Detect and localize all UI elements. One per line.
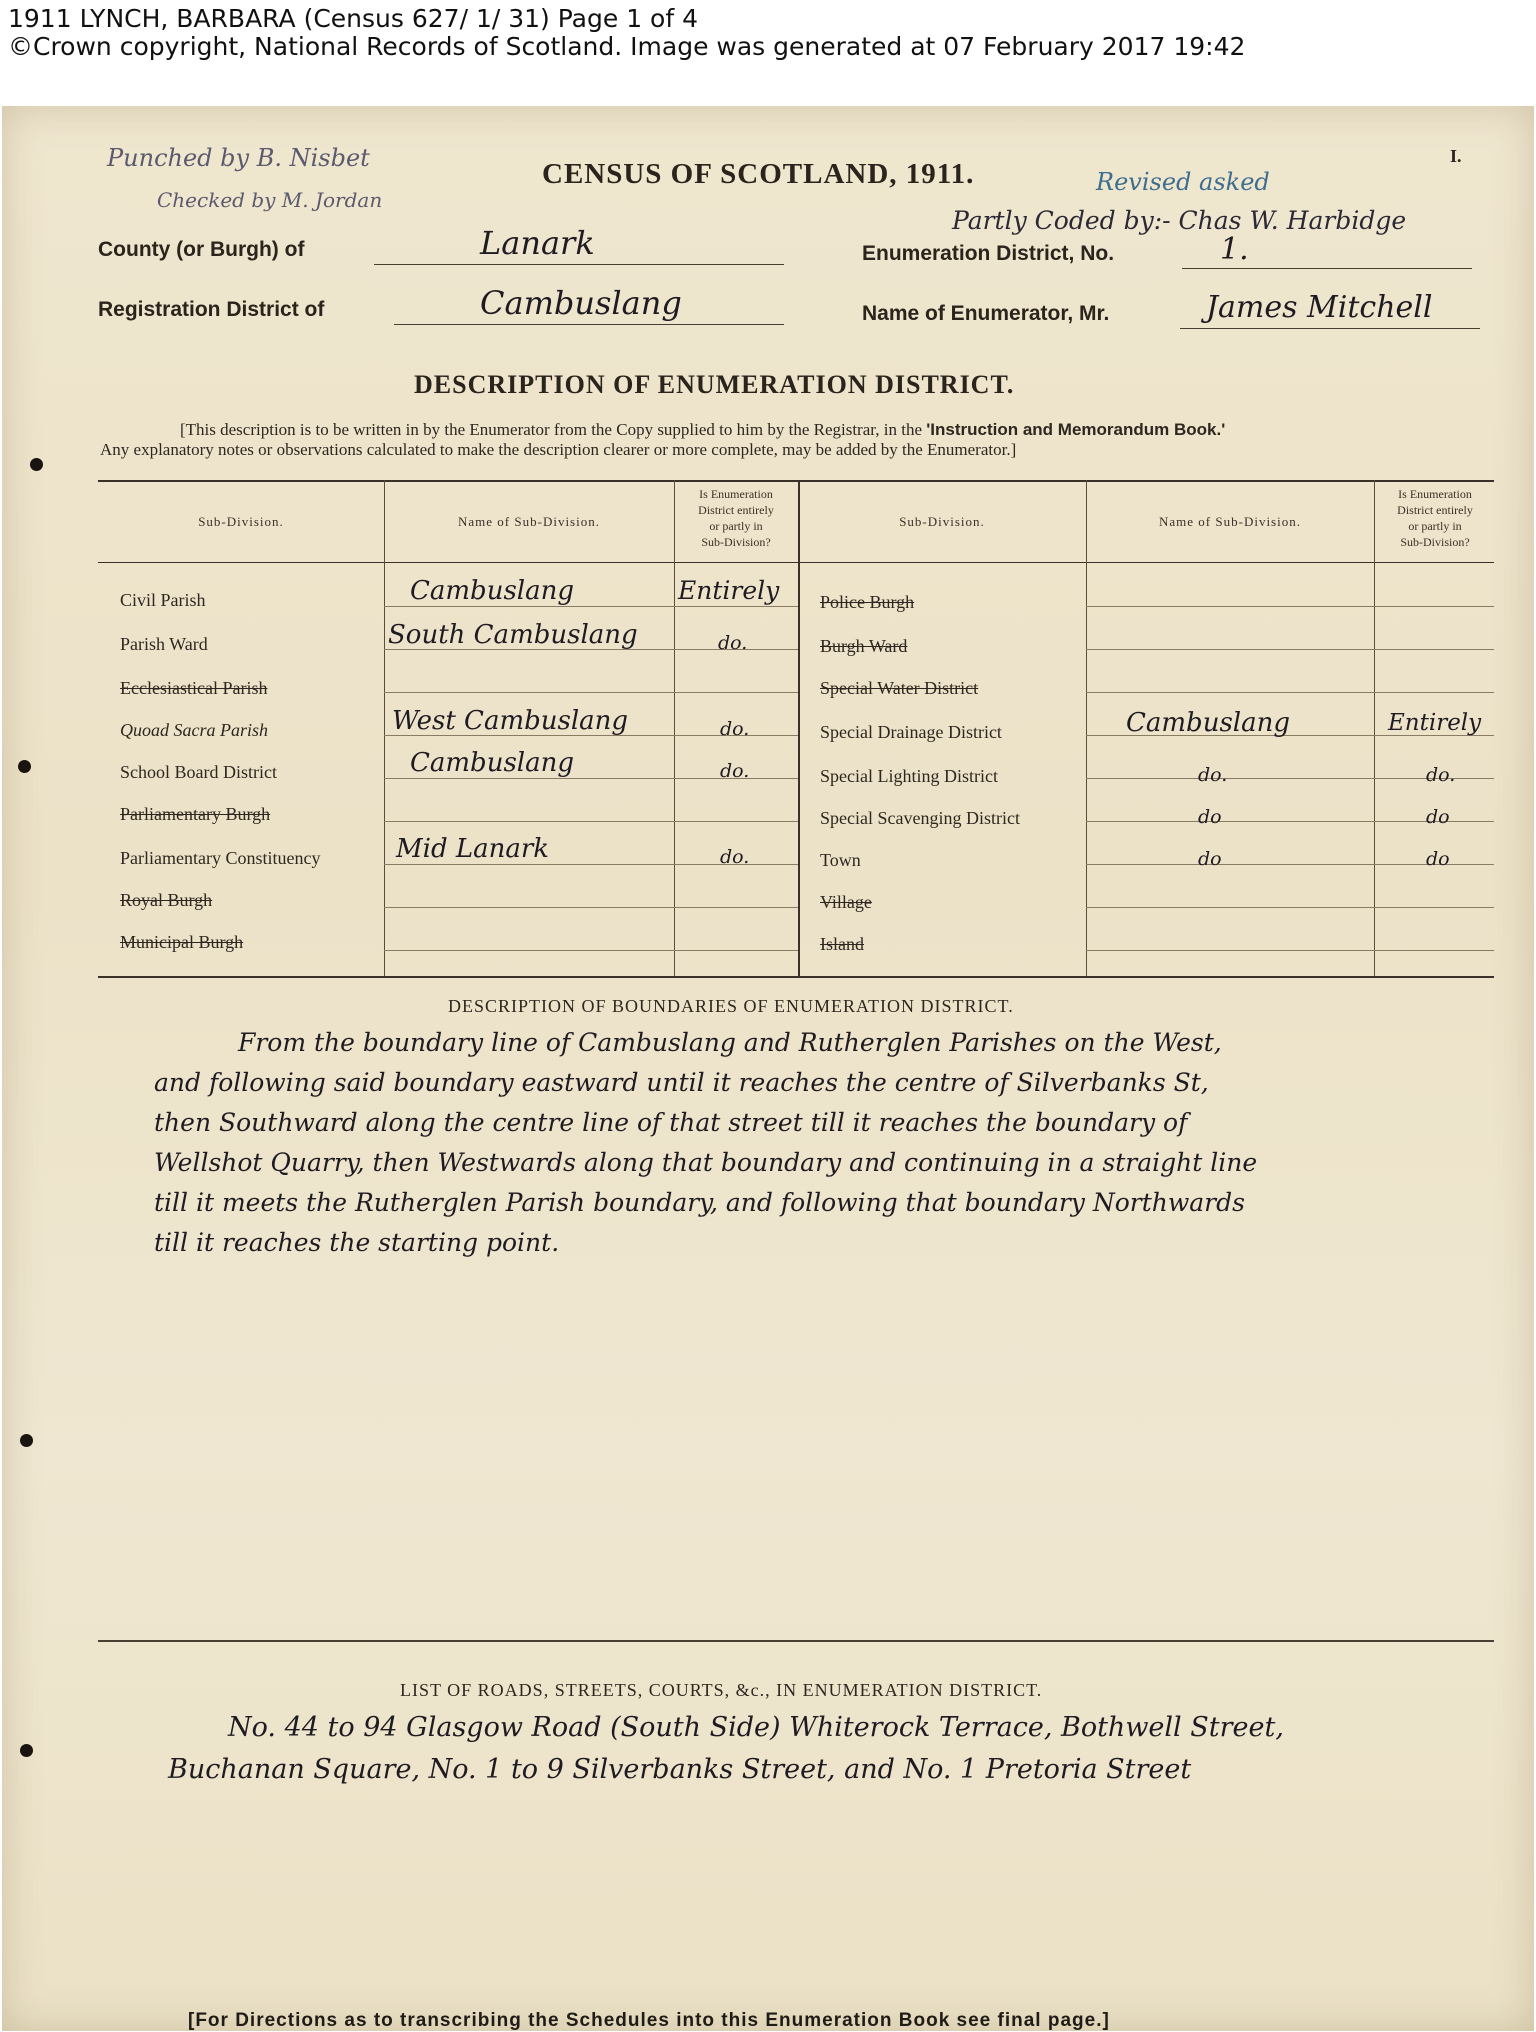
col-header-entirely-right: Is Enumeration District entirely or partly in Sub-Division?	[1397, 487, 1473, 549]
row-label-parliamentary-burgh: Parliamentary Burgh	[120, 804, 271, 824]
row-label-town: Town	[820, 850, 861, 870]
row-label-burgh-ward: Burgh Ward	[820, 636, 908, 656]
copyright-notice: ©Crown copyright, National Records of Scotland. Image was generated at 07 February 2017 19:42	[8, 32, 1246, 61]
col-header-sub-division-right: Sub-Division.	[899, 514, 985, 529]
census-form-page	[2, 106, 1534, 2031]
footer-directions: [For Directions as to transcribing the Schedules into this Enumeration Book see final page.]	[188, 2010, 1110, 2031]
name-quoad-sacra-parish: West Cambuslang	[392, 706, 629, 736]
name-civil-parish: Cambuslang	[410, 576, 574, 606]
description-title: DESCRIPTION OF ENUMERATION DISTRICT.	[414, 370, 1015, 399]
punch-hole	[30, 458, 43, 471]
row-label-island: Island	[820, 934, 864, 954]
status-special-lighting-district: do.	[1426, 764, 1456, 786]
col-header-name-right: Name of Sub-Division.	[1159, 514, 1301, 529]
punched-by-note: Punched by B. Nisbet	[107, 144, 370, 172]
row-label-quoad-sacra-parish: Quoad Sacra Parish	[120, 720, 268, 740]
document-header	[0, 0, 1536, 100]
name-parish-ward: South Cambuslang	[388, 620, 638, 650]
registration-district-value: Cambuslang	[480, 284, 682, 322]
row-label-special-lighting-district: Special Lighting District	[820, 766, 998, 786]
record-title: 1911 LYNCH, BARBARA (Census 627/ 1/ 31) Page 1 of 4	[8, 4, 699, 33]
row-label-village: Village	[820, 892, 872, 912]
registration-district-label: Registration District of	[98, 298, 325, 321]
status-parish-ward: do.	[718, 632, 748, 654]
col-header-name-left: Name of Sub-Division.	[458, 514, 600, 529]
boundary-line: then Southward along the centre line of that street till it reaches the boundary of	[154, 1108, 1188, 1137]
row-label-municipal-burgh: Municipal Burgh	[120, 932, 244, 952]
instruction-text-2: Any explanatory notes or observations calculated to make the description clearer or more complete, may be added by the Enumerator.]	[100, 440, 1017, 459]
county-value: Lanark	[480, 224, 595, 262]
status-special-drainage-district: Entirely	[1388, 710, 1482, 736]
row-label-ecclesiastical-parish: Ecclesiastical Parish	[120, 678, 268, 698]
boundary-line: From the boundary line of Cambuslang and Rutherglen Parishes on the West,	[238, 1028, 1222, 1057]
enumeration-district-label: Enumeration District, No.	[862, 242, 1115, 265]
name-special-scavenging-district: do	[1198, 806, 1222, 828]
enumeration-district-value: 1.	[1220, 232, 1249, 267]
name-school-board-district: Cambuslang	[410, 748, 574, 778]
roads-line: Buchanan Square, No. 1 to 9 Silverbanks Street, and No. 1 Pretoria Street	[168, 1754, 1192, 1785]
boundary-line: till it meets the Rutherglen Parish boundary, and following that boundary Northwards	[154, 1188, 1245, 1217]
punch-hole	[20, 1744, 33, 1757]
boundary-line: and following said boundary eastward until it reaches the centre of Silverbanks St,	[154, 1068, 1209, 1097]
form-title: CENSUS OF SCOTLAND, 1911.	[542, 158, 975, 190]
revised-note: Revised asked	[1096, 168, 1270, 196]
roads-title: LIST OF ROADS, STREETS, COURTS, &c., IN ENUMERATION DISTRICT.	[400, 1680, 1043, 1700]
punch-hole	[18, 760, 31, 773]
status-school-board-district: do.	[720, 760, 750, 782]
name-town: do	[1198, 848, 1222, 870]
county-label: County (or Burgh) of	[98, 238, 305, 261]
status-civil-parish: Entirely	[678, 576, 780, 605]
row-label-civil-parish: Civil Parish	[120, 590, 206, 610]
row-label-special-water-district: Special Water District	[820, 678, 979, 698]
status-town: do	[1426, 848, 1450, 870]
page-mark: I.	[1450, 146, 1462, 166]
enumerator-value: James Mitchell	[1206, 290, 1433, 325]
instruction-book-name: 'Instruction and Memorandum Book.'	[926, 420, 1226, 439]
row-label-school-board-district: School Board District	[120, 762, 277, 782]
status-parliamentary-constituency: do.	[720, 846, 750, 868]
checked-by-note: Checked by M. Jordan	[157, 188, 383, 212]
row-label-parish-ward: Parish Ward	[120, 634, 208, 654]
partly-coded-note: Partly Coded by:- Chas W. Harbidge	[952, 206, 1407, 235]
boundary-line: till it reaches the starting point.	[154, 1228, 560, 1257]
name-special-lighting-district: do.	[1198, 764, 1228, 786]
row-label-police-burgh: Police Burgh	[820, 592, 915, 612]
instruction-text: [This description is to be written in by the Enumerator from the Copy supplied to him by the Registrar, in the	[180, 420, 922, 439]
roads-line: No. 44 to 94 Glasgow Road (South Side) Whiterock Terrace, Bothwell Street,	[228, 1712, 1284, 1743]
row-label-special-drainage-district: Special Drainage District	[820, 722, 1002, 742]
col-header-entirely-left: Is Enumeration District entirely or partly in Sub-Division?	[698, 487, 774, 549]
enumerator-label: Name of Enumerator, Mr.	[862, 302, 1110, 325]
status-quoad-sacra-parish: do.	[720, 718, 750, 740]
punch-hole	[20, 1434, 33, 1447]
row-label-parliamentary-constituency: Parliamentary Constituency	[120, 848, 321, 868]
row-label-royal-burgh: Royal Burgh	[120, 890, 213, 910]
row-label-special-scavenging-district: Special Scavenging District	[820, 808, 1020, 828]
name-parliamentary-constituency: Mid Lanark	[396, 834, 550, 864]
col-header-sub-division-left: Sub-Division.	[198, 514, 284, 529]
boundaries-title: DESCRIPTION OF BOUNDARIES OF ENUMERATION DISTRICT.	[448, 996, 1014, 1016]
boundary-line: Wellshot Quarry, then Westwards along that boundary and continuing in a straight line	[154, 1148, 1258, 1177]
name-special-drainage-district: Cambuslang	[1126, 708, 1290, 738]
status-special-scavenging-district: do	[1426, 806, 1450, 828]
